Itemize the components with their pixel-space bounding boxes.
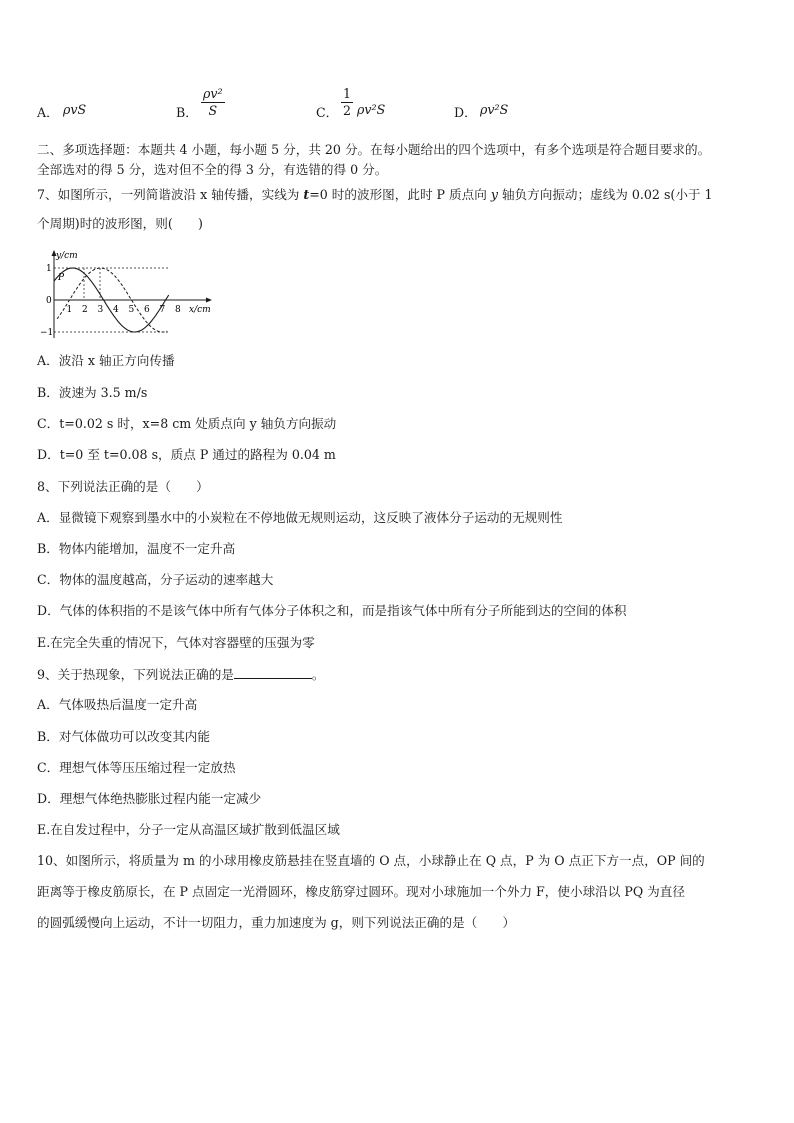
q8-option-c: C．物体的温度越高，分子运动的速率越大 [37,572,274,587]
q6-option-c-fraction [341,86,353,119]
q7-stem-line1 [37,186,760,204]
q8-option-a: A．显微镜下观察到墨水中的小炭粒在不停地做无规则运动，这反映了液体分子运动的无规则性 [37,510,563,525]
q7-stem-t: t [303,187,310,202]
q6-option-b-denominator: S [208,103,218,118]
q9-stem [37,666,760,684]
x-tick-7: 7 [159,305,166,315]
q6-option-a-label: A． [37,105,59,120]
x-tick-5: 5 [128,305,135,315]
q6-option-c-rest: ρv²S [357,102,386,117]
q6-option-c-label: C． [316,105,339,120]
q8-stem: 8、下列说法正确的是（ ） [37,479,209,494]
x-tick-8: 8 [175,305,181,315]
q8-option-b: B．物体内能增加，温度不一定升高 [37,541,236,556]
x-axis-arrow [206,298,212,303]
q9-answer-blank [234,666,312,679]
q6-option-b-fraction [201,86,225,119]
q7-option-b: B．波速为 3.5 m/s [37,385,148,400]
q10-stem-line3: 的圆弧缓慢向上运动，不计一切阻力，重力加速度为 g，则下列说法正确的是（ ） [37,915,516,930]
q7-option-a: A．波沿 x 轴正方向传播 [37,353,175,368]
x-tick-3: 3 [97,305,104,315]
q7-stem-y: y [490,187,498,202]
y-tick-0: 0 [46,296,52,306]
q6-option-d-label: D． [454,105,477,120]
q10-stem-line2: 距离等于橡皮筋原长，在 P 点固定一光滑圆环，橡皮筋穿过圆环。现对小球施加一个外力 F，使小球沿以 PQ 为直径 [37,884,685,899]
point-p-label: P [58,273,65,283]
x-tick-group [67,305,182,315]
y-tick-1: 1 [46,264,52,274]
q7-option-c: C．t=0.02 s 时，x=8 cm 处质点向 y 轴负方向振动 [37,416,337,431]
q6-option-b-numerator: ρv² [203,86,223,101]
q9-option-c: C．理想气体等压压缩过程一定放热 [37,760,236,775]
q7-stem-line2: 个周期)时的波形图，则( ) [37,216,203,231]
section2-line1: 二、多项选择题：本题共 4 小题，每小题 5 分，共 20 分。在每小题给出的四个选项中，有多个选项是符合题目要求的。 [37,142,711,157]
x-tick-6: 6 [144,305,150,315]
y-tick-neg1: −1 [40,328,54,338]
q7-stem-part-b: =0 时的波形图，此时 P 质点向 [309,187,491,202]
q8-option-e: E.在完全失重的情况下，气体对容器壁的压强为零 [37,635,315,650]
q6-option-c-denominator: 2 [343,103,352,118]
q9-option-a: A．气体吸热后温度一定升高 [37,697,198,712]
x-tick-1: 1 [66,305,73,315]
q6-option-d-text: ρv²S [480,102,509,117]
x-axis-label: x/cm [189,305,211,315]
q10-stem-line1: 10、如图所示，将质量为 m 的小球用橡皮筋悬挂在竖直墙的 O 点，小球静止在 Q 点，P 为 O 点正下方一点，OP 间的 [37,853,705,868]
q7-stem-part-c: 轴负方向振动；虚线为 0.02 s(小于 1 [497,187,713,202]
q9-option-e: E.在自发过程中，分子一定从高温区域扩散到低温区域 [37,822,340,837]
x-tick-4: 4 [113,305,119,315]
section2-line2: 全部选对的得 5 分，选对但不全的得 3 分，有选错的得 0 分。 [37,162,388,177]
q6-option-a-text: ρvS [63,102,87,117]
q6-option-c-numerator: 1 [343,86,352,101]
q9-option-d: D．理想气体绝热膨胀过程内能一定减少 [37,791,262,806]
q9-option-b: B．对气体做功可以改变其内能 [37,729,210,744]
x-tick-2: 2 [82,305,88,315]
q9-stem-text: 9、关于热现象，下列说法正确的是 [37,667,234,682]
q6-option-b-label: B． [176,105,198,120]
q9-stem-end: 。 [311,667,325,682]
y-axis-label: y/cm [56,251,78,261]
q7-option-d: D．t=0 至 t=0.08 s，质点 P 通过的路程为 0.04 m [37,447,336,462]
q8-option-d: D．气体的体积指的不是该气体中所有气体分子体积之和，而是指该气体中所有分子所能到达的空间的体积 [37,603,627,618]
q7-wave-figure [36,248,216,344]
q7-stem-part-a: 7、如图所示，一列简谐波沿 x 轴传播，实线为 [37,187,304,202]
